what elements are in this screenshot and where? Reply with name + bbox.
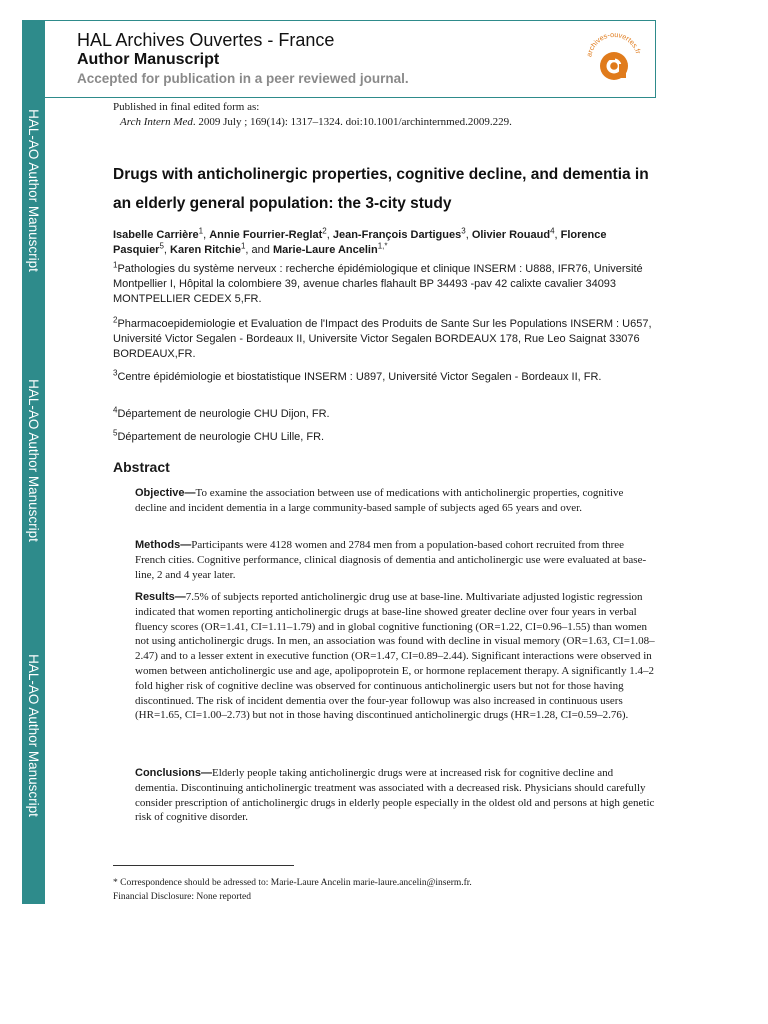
affiliation-4 (113, 407, 658, 422)
affiliation-number: 2 (113, 315, 118, 325)
author-name: Karen Ritchie (170, 244, 241, 256)
footnote-rule (113, 865, 294, 866)
results-label: Results— (135, 591, 186, 603)
acceptance-note: Accepted for publication in a peer reviewed journal. (77, 71, 409, 86)
abstract-results (135, 590, 655, 723)
publication-label: Published in final edited form as: (113, 101, 260, 113)
correspondence-footnote: * Correspondence should be adressed to: Marie-Laure Ancelin marie-laure.ancelin@inserm.fr. (113, 878, 472, 888)
abstract-methods (135, 538, 655, 582)
author-manuscript-label: Author Manuscript (77, 51, 220, 68)
sidebar-label: HAL-AO Author Manuscript (26, 653, 42, 817)
author-separator: , (465, 229, 472, 241)
sidebar-label: HAL-AO Author Manuscript (26, 378, 42, 542)
author-separator: , (326, 229, 333, 241)
archives-ouvertes-logo-icon (582, 26, 646, 90)
affiliation-number: 1 (113, 260, 118, 270)
affiliation-text: Pathologies du système nerveux : recherche épidémiologique et clinique INSERM : U888, IFR76, Université Montpellier I, Hôpital la colombiere 39, avenue charles flahault BP 34493 -pav 42 calixte cavalier 34093 MONTPELLIER CEDEX 5,FR. (113, 263, 643, 305)
author-separator: , and (245, 244, 273, 256)
author-affiliation-mark: 5 (159, 241, 164, 251)
author-name: Marie-Laure Ancelin (272, 244, 378, 256)
author-name: Florence Pasquier (113, 229, 607, 256)
journal-name: Arch Intern Med (120, 116, 193, 128)
author-name: Jean-François Dartigues (332, 229, 462, 241)
author-separator: , (203, 229, 210, 241)
hal-title: HAL Archives Ouvertes - France (77, 30, 335, 50)
affiliation-text: Pharmacoepidemiologie et Evaluation de l'Impact des Produits de Sante Sur les Populations INSERM : U657, Université Victor Segalen - Bordeaux II, Universite Victor Segalen BORDEAUX 178, Rue Leo Saignat 33076 BORDEAUX,FR. (113, 318, 652, 360)
affiliation-number: 5 (113, 428, 118, 438)
author-affiliation-mark: 4 (550, 226, 555, 236)
affiliation-5 (113, 430, 658, 445)
svg-text:archives-ouvertes.fr: archives-ouvertes.fr (584, 29, 644, 58)
affiliation-3 (113, 370, 658, 385)
abstract-objective (135, 486, 655, 516)
affiliation-text: Département de neurologie CHU Lille, FR. (117, 431, 325, 443)
abstract-conclusions (135, 766, 655, 825)
author-affiliation-mark: 3 (461, 226, 466, 236)
affiliation-number: 3 (113, 368, 118, 378)
author-affiliation-mark: 1,* (377, 241, 388, 251)
article-title: Drugs with anticholinergic properties, cognitive decline, and dementia in an elderly general population: the 3-city study (113, 166, 649, 212)
objective-label: Objective— (135, 487, 196, 499)
author-affiliation-mark: 2 (322, 226, 327, 236)
methods-label: Methods— (135, 539, 192, 551)
sidebar-label: HAL-AO Author Manuscript (26, 108, 42, 272)
author-affiliation-mark: 1 (198, 226, 204, 236)
objective-text: To examine the association between use of medications with anticholinergic properties, cognitive decline and incident dementia in a large community-based sample of subjects aged 65 years and over. (135, 487, 624, 514)
author-name: Annie Fourrier-Reglat (209, 229, 323, 241)
author-name: Isabelle Carrière (113, 229, 199, 241)
author-name: Olivier Rouaud (471, 229, 551, 241)
citation-details: . 2009 July ; 169(14): 1317–1324. doi:10.1001/archinternmed.2009.229. (192, 116, 512, 128)
publication-info (113, 100, 512, 130)
conclusions-label: Conclusions— (135, 767, 213, 779)
author-list (113, 228, 658, 258)
affiliation-text: Centre épidémiologie et biostatistique INSERM : U897, Université Victor Segalen - Bordeaux II, FR. (117, 371, 602, 383)
affiliation-text: Département de neurologie CHU Dijon, FR. (117, 408, 330, 420)
results-text: 7.5% of subjects reported anticholinergic drug use at base-line. Multivariate adjusted logistic regression indicated that women reporting anticholinergic drugs at base-line showed greater decline over four years in verbal fluency scores (OR=1.41, CI=1.11–1.79) and in global cognitive functioning (OR=1.22, CI=0.96–1.55) than women not using anticholinergic drugs. In men, an association was found with decline in visual memory (OR=1.63, CI=1.08–2.47) and to a lesser extent in executive function (OR=1.47, CI=0.89–2.44). Significant interactions were observed in women between anticholinergic use and age, apolipoprotein E, or hormone replacement therapy. A significantly 1.4–2 fold higher risk of cognitive decline was observed for continuous anticholinergic users but not for those having discontinued. The risk of incident dementia over the four-year followup was also increased in continuous users (HR=1.65, CI=1.00–2.73) but not in those having discontinued anticholinergic drugs (HR=1.28, CI=0.59–2.76). (135, 591, 655, 722)
conclusions-text: Elderly people taking anticholinergic drugs were at increased risk for cognitive decline and dementia. Discontinuing anticholinergic treatment was associated with a decreased risk. Physicians should carefully consider prescription of anticholinergic drugs in elderly people especially in the oldest old and persons at high genetic risk of cognitive disorder. (135, 767, 655, 824)
affiliation-2 (113, 317, 658, 362)
author-separator: , (554, 229, 561, 241)
disclosure-footnote: Financial Disclosure: None reported (113, 892, 251, 902)
affiliation-number: 4 (113, 405, 118, 415)
author-affiliation-mark: 1 (240, 241, 246, 251)
affiliation-1 (113, 262, 658, 307)
citation (113, 115, 512, 130)
methods-text: Participants were 4128 women and 2784 men from a population-based cohort recruited from three French cities. Cognitive performance, clinical diagnosis of dementia and anticholinergic use were evaluated at base-line, 2 and 4 year later. (135, 539, 647, 581)
author-separator: , (163, 244, 171, 256)
abstract-heading: Abstract (113, 459, 170, 475)
